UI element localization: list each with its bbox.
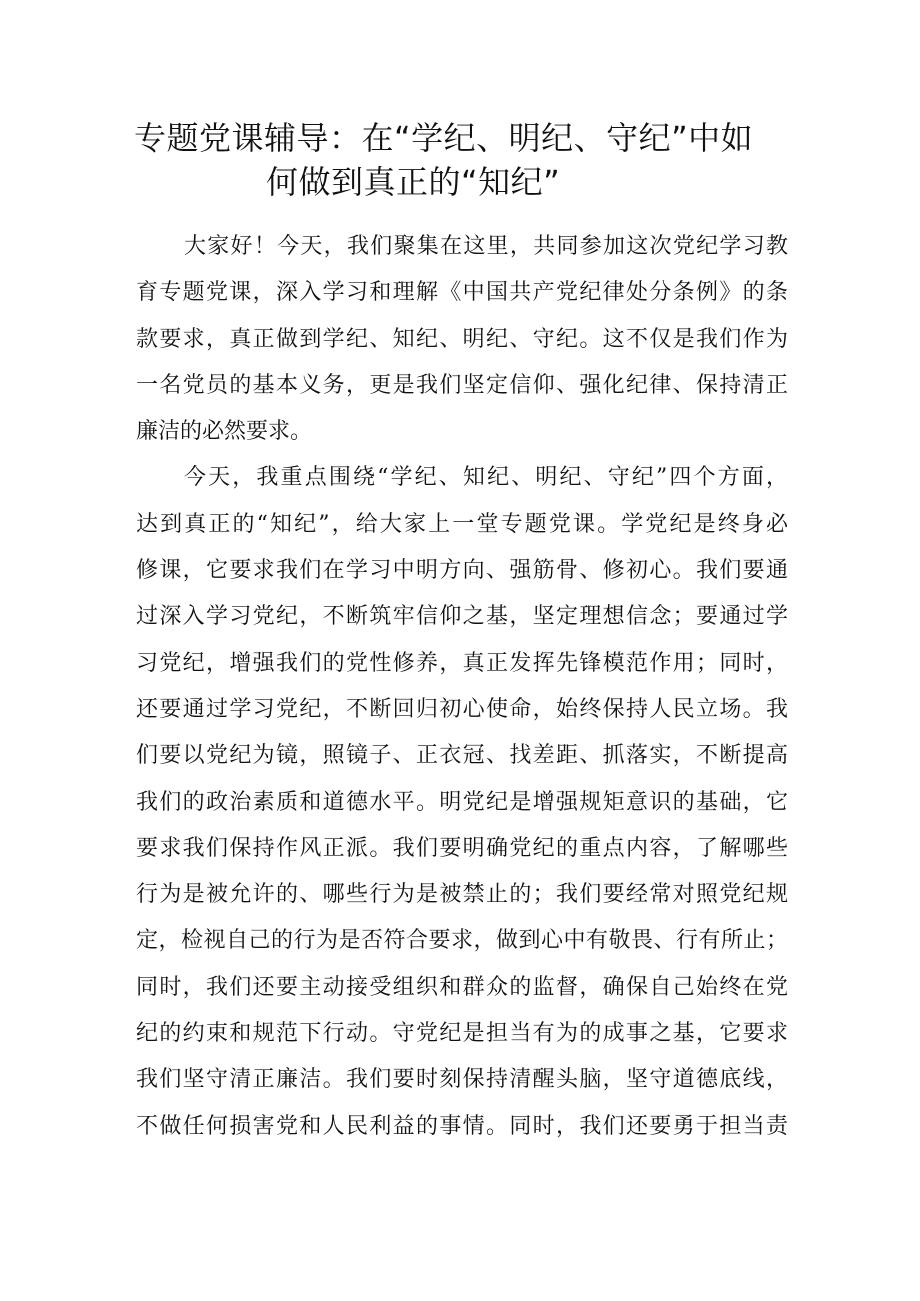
paragraph-line: 过深入学习党纪，不断筑牢信仰之基，坚定理想信念；要通过学: [136, 604, 788, 630]
paragraph-line: 同时，我们还要主动接受组织和群众的监督，确保自己始终在党: [136, 974, 788, 1000]
paragraph-line: 不做任何损害党和人民利益的事情。同时，我们还要勇于担当责: [136, 1113, 788, 1139]
paragraph-line: 我们的政治素质和道德水平。明党纪是增强规矩意识的基础，它: [136, 789, 788, 815]
paragraph-line: 达到真正的“知纪”，给大家上一堂专题党课。学党纪是终身必: [136, 511, 788, 537]
title-line-2: 何做到真正的“知纪”: [266, 163, 561, 201]
paragraph-line: 行为是被允许的、哪些行为是被禁止的；我们要经常对照党纪规: [136, 882, 788, 908]
paragraph-line: 今天，我重点围绕“学纪、知纪、明纪、守纪”四个方面，: [184, 465, 788, 491]
paragraph-line: 一名党员的基本义务，更是我们坚定信仰、强化纪律、保持清正: [136, 372, 788, 398]
paragraph-line: 育专题党课，深入学习和理解《中国共产党纪律处分条例》的条: [136, 280, 788, 306]
document-body: [136, 224, 788, 1150]
title-line-1: 专题党课辅导：在“学纪、明纪、守纪”中如: [134, 119, 754, 157]
paragraph-line: 还要通过学习党纪，不断回归初心使命，始终保持人民立场。我: [136, 696, 788, 722]
document-title: [120, 116, 800, 204]
paragraph-line: 我们坚守清正廉洁。我们要时刻保持清醒头脑，坚守道德底线，: [136, 1067, 788, 1093]
paragraph-line: 纪的约束和规范下行动。守党纪是担当有为的成事之基，它要求: [136, 1021, 788, 1047]
paragraph-line: 款要求，真正做到学纪、知纪、明纪、守纪。这不仅是我们作为: [136, 326, 788, 352]
paragraph-1: [136, 224, 788, 455]
paragraph-line: 们要以党纪为镜，照镜子、正衣冠、找差距、抓落实，不断提高: [136, 743, 788, 769]
paragraph-line: 要求我们保持作风正派。我们要明确党纪的重点内容，了解哪些: [136, 835, 788, 861]
paragraph-line: 习党纪，增强我们的党性修养，真正发挥先锋模范作用；同时，: [136, 650, 788, 676]
paragraph-line: 廉洁的必然要求。: [136, 419, 313, 445]
paragraph-line: 大家好！今天，我们聚集在这里，共同参加这次党纪学习教: [184, 234, 788, 259]
paragraph-line: 定，检视自己的行为是否符合要求，做到心中有敬畏、行有所止；: [136, 928, 788, 954]
paragraph-2: [136, 455, 788, 1149]
paragraph-line: 修课，它要求我们在学习中明方向、强筋骨、修初心。我们要通: [136, 558, 788, 584]
